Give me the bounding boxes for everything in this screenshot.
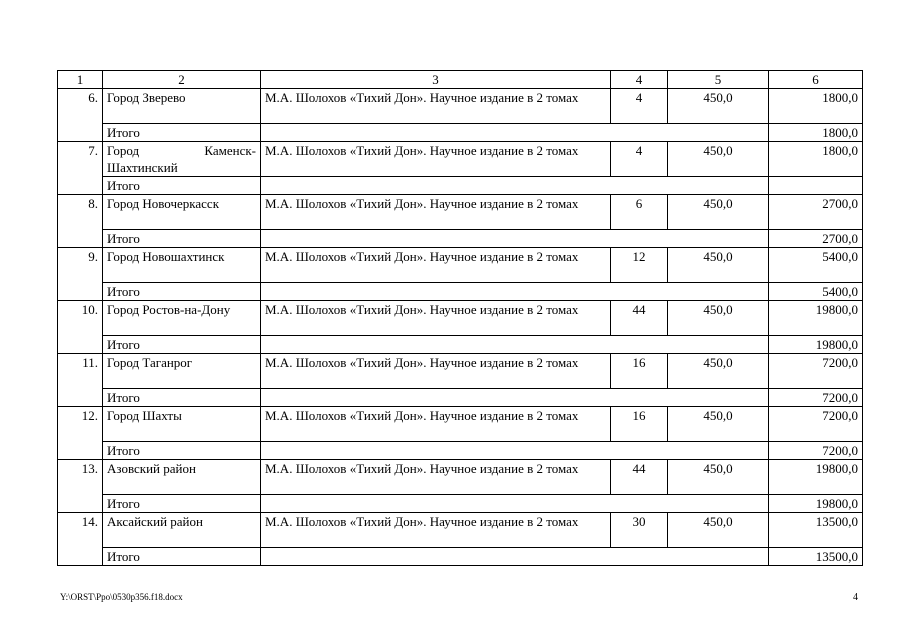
- table-body: [58, 71, 863, 566]
- total-label: Итого: [103, 177, 261, 195]
- total-row: [58, 495, 863, 513]
- total-empty-cell: [261, 389, 769, 407]
- description-cell: М.А. Шолохов «Тихий Дон». Научное издание в 2 томах: [261, 460, 611, 495]
- price-cell: 450,0: [668, 248, 769, 283]
- description-cell: М.А. Шолохов «Тихий Дон». Научное издание в 2 томах: [261, 301, 611, 336]
- total-empty-cell: [261, 177, 769, 195]
- total-sum: 7200,0: [769, 389, 863, 407]
- total-label: Итого: [103, 442, 261, 460]
- table-row: [58, 89, 863, 124]
- quantity-cell: 30: [611, 513, 668, 548]
- quantity-cell: 44: [611, 460, 668, 495]
- total-sum: 1800,0: [769, 124, 863, 142]
- page-number: 4: [853, 592, 858, 603]
- city-cell: Аксайский район: [103, 513, 261, 548]
- price-cell: 450,0: [668, 195, 769, 230]
- table-row: [58, 513, 863, 548]
- total-empty-cell: [261, 548, 769, 566]
- total-label: Итого: [103, 389, 261, 407]
- total-empty-cell: [261, 283, 769, 301]
- total-sum: 2700,0: [769, 230, 863, 248]
- city-cell: Город Зверево: [103, 89, 261, 124]
- description-cell: М.А. Шолохов «Тихий Дон». Научное издание в 2 томах: [261, 89, 611, 124]
- total-empty-cell: [261, 495, 769, 513]
- sum-cell: 19800,0: [769, 301, 863, 336]
- city-cell: Город Таганрог: [103, 354, 261, 389]
- quantity-cell: 16: [611, 354, 668, 389]
- column-header: 2: [103, 71, 261, 89]
- table-row: [58, 195, 863, 230]
- description-cell: М.А. Шолохов «Тихий Дон». Научное издание в 2 томах: [261, 248, 611, 283]
- total-row: [58, 442, 863, 460]
- column-header: 4: [611, 71, 668, 89]
- total-label: Итого: [103, 495, 261, 513]
- description-cell: М.А. Шолохов «Тихий Дон». Научное издание в 2 томах: [261, 142, 611, 177]
- quantity-cell: 16: [611, 407, 668, 442]
- row-number: 11.: [58, 354, 103, 407]
- description-cell: М.А. Шолохов «Тихий Дон». Научное издание в 2 томах: [261, 513, 611, 548]
- total-empty-cell: [261, 336, 769, 354]
- city-cell: Город Новошахтинск: [103, 248, 261, 283]
- total-row: [58, 548, 863, 566]
- footer-file-path: Y:\ORST\Ppo\0530p356.f18.docx: [60, 592, 183, 602]
- table-row: [58, 460, 863, 495]
- total-label: Итого: [103, 336, 261, 354]
- total-row: [58, 124, 863, 142]
- table-header-row: [58, 71, 863, 89]
- description-cell: М.А. Шолохов «Тихий Дон». Научное издание в 2 томах: [261, 407, 611, 442]
- total-label: Итого: [103, 548, 261, 566]
- quantity-cell: 4: [611, 142, 668, 177]
- table-row: [58, 354, 863, 389]
- total-empty-cell: [261, 124, 769, 142]
- total-sum: 19800,0: [769, 336, 863, 354]
- column-header: 3: [261, 71, 611, 89]
- table-row: [58, 248, 863, 283]
- row-number: 14.: [58, 513, 103, 566]
- quantity-cell: 44: [611, 301, 668, 336]
- city-cell: Город Каменск-Шахтинский: [103, 142, 261, 177]
- sum-cell: 7200,0: [769, 407, 863, 442]
- total-row: [58, 336, 863, 354]
- total-sum: [769, 177, 863, 195]
- total-row: [58, 177, 863, 195]
- total-sum: 13500,0: [769, 548, 863, 566]
- price-cell: 450,0: [668, 142, 769, 177]
- row-number: 12.: [58, 407, 103, 460]
- city-cell: Город Шахты: [103, 407, 261, 442]
- sum-cell: 2700,0: [769, 195, 863, 230]
- table-row: [58, 301, 863, 336]
- quantity-cell: 6: [611, 195, 668, 230]
- total-label: Итого: [103, 124, 261, 142]
- row-number: 9.: [58, 248, 103, 301]
- sum-cell: 7200,0: [769, 354, 863, 389]
- city-cell: Город Новочеркасск: [103, 195, 261, 230]
- data-table: [57, 70, 863, 566]
- total-label: Итого: [103, 230, 261, 248]
- quantity-cell: 12: [611, 248, 668, 283]
- total-sum: 7200,0: [769, 442, 863, 460]
- row-number: 8.: [58, 195, 103, 248]
- price-cell: 450,0: [668, 460, 769, 495]
- table-row: [58, 407, 863, 442]
- total-sum: 5400,0: [769, 283, 863, 301]
- sum-cell: 5400,0: [769, 248, 863, 283]
- row-number: 6.: [58, 89, 103, 142]
- sum-cell: 19800,0: [769, 460, 863, 495]
- total-sum: 19800,0: [769, 495, 863, 513]
- total-row: [58, 389, 863, 407]
- price-cell: 450,0: [668, 354, 769, 389]
- price-cell: 450,0: [668, 301, 769, 336]
- total-row: [58, 283, 863, 301]
- city-cell: Азовский район: [103, 460, 261, 495]
- total-row: [58, 230, 863, 248]
- table-row: [58, 142, 863, 177]
- sum-cell: 1800,0: [769, 142, 863, 177]
- sum-cell: 1800,0: [769, 89, 863, 124]
- description-cell: М.А. Шолохов «Тихий Дон». Научное издание в 2 томах: [261, 195, 611, 230]
- row-number: 10.: [58, 301, 103, 354]
- column-header: 5: [668, 71, 769, 89]
- row-number: 13.: [58, 460, 103, 513]
- total-label: Итого: [103, 283, 261, 301]
- row-number: 7.: [58, 142, 103, 195]
- city-cell: Город Ростов-на-Дону: [103, 301, 261, 336]
- price-cell: 450,0: [668, 89, 769, 124]
- description-cell: М.А. Шолохов «Тихий Дон». Научное издание в 2 томах: [261, 354, 611, 389]
- column-header: 6: [769, 71, 863, 89]
- column-header: 1: [58, 71, 103, 89]
- price-cell: 450,0: [668, 407, 769, 442]
- price-cell: 450,0: [668, 513, 769, 548]
- total-empty-cell: [261, 442, 769, 460]
- quantity-cell: 4: [611, 89, 668, 124]
- sum-cell: 13500,0: [769, 513, 863, 548]
- total-empty-cell: [261, 230, 769, 248]
